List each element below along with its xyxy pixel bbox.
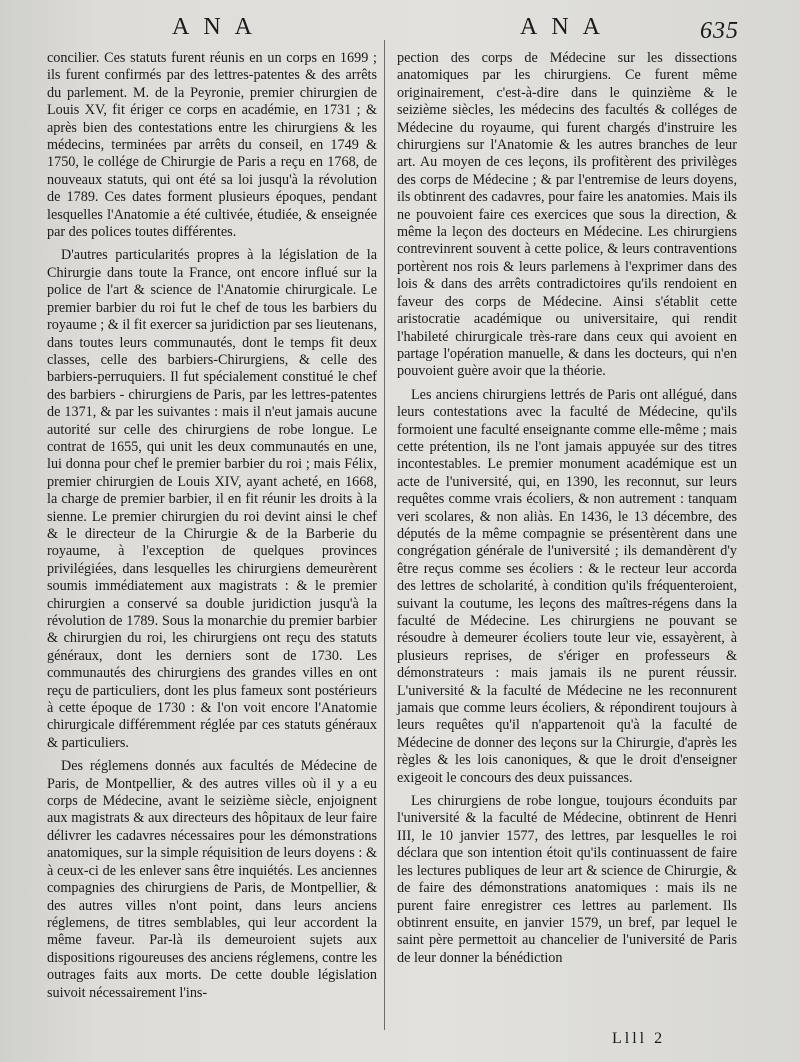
- signature-mark: Llll 2: [612, 1030, 666, 1047]
- right-column: [397, 50, 737, 973]
- column-divider: [384, 40, 385, 1030]
- right-running-head: ANA: [520, 14, 614, 40]
- right-paragraph-2: Les anciens chirurgiens lettrés de Paris ont allégué, dans leurs contestations avec la faculté de Médecine, qu'ils formoient une faculté enseignante comme elle-même ; mais cette prétention, ils ne l'ont jamais appuyée sur des titres incontestables. Le premier monument académique est un acte de l'université, qui, en 1390, les reconnut, sur leurs requêtes comme vrais écoliers, & non autrement : tanquam veri scolares, & non aliàs. En 1436, le 13 décembre, des députés de la même compagnie se présentèrent dans une congrégation générale de l'université ; ils demandèrent d'y être reçus comme ses écoliers : & le recteur leur accorda des lettres de scholarité, à condition qu'ils fréquenteroient, suivant la coutume, les leçons des maîtres-régens dans la faculté de Médecine. Les chirurgiens ne pouvant se résoudre à demeurer écoliers toute leur vie, essayèrent, à plusieurs reprises, de s'ériger en professeurs & démonstrateurs : mais jamais ils ne purent réussir. L'université & la faculté de Médecine ne les reconnurent jamais que comme leurs écoliers, & répondirent toujours à leurs requêtes qu'il n'appartenoit qu'à la faculté de Médecine de donner des leçons sur la Chirurgie, d'après les règles & les lois canoniques, & que le droit d'enseigner exigeoit le concours des deux puissances.: [397, 386, 737, 786]
- left-paragraph-2: D'autres particularités propres à la législation de la Chirurgie dans toute la France, ont encore influé sur la police de l'art & science de l'Anatomie chirurgicale. Le premier barbier du roi fut le chef de tous les barbiers du royaume ; & il fit exercer sa juridiction par ses lieutenans, dans toutes leurs communautés, dont le temps fit deux classes, celle des barbiers-Chirurgiens, & celle des barbiers-perruquiers. Il fut spécialement constitué le chef des barbiers - chirurgiens de Paris, par les lettres-patentes de 1371, & par les suivantes : mais il n'eut jamais aucune autorité sur celle des chirurgiens de robe longue. Le contrat de 1655, qui unit les deux communautés en une, lui donna pour chef le premier barbier du roi ; mais Félix, premier chirurgien de Louis XIV, ayant acheté, en 1668, la charge de premier barbier, il en fit réunir les droits à la sienne. Le premier chirurgien du roi devint ainsi le chef & le directeur de la Chirurgie & de la Barberie du royaume, à l'exception de quelques provinces privilégiées, dans lesquelles les chirurgiens demeurèrent soumis immédiatement aux magistrats : & le premier chirurgien a conservé sa double juridiction jusqu'à la révolution de 1789. Sous la monarchie du premier barbier & chirurgien du roi, les chirurgiens ont reçu des statuts généraux, dont les derniers sont de 1730. Les communautés des chirurgiens des grandes villes en ont reçu de particuliers, dont les plus fameux sont postérieurs à cette époque de 1730 : & l'on voit encore l'Anatomie chirurgicale différemment réglée par ces statuts généraux & particuliers.: [47, 247, 377, 751]
- page-header: [0, 14, 800, 48]
- right-paragraph-1: pection des corps de Médecine sur les dissections anatomiques par les chirurgiens. Ce furent même originairement, c'est-à-dire dans le quinzième & le seizième siècles, les médecins des facultés & colléges de Médecine du royaume, qui furent chargés d'instruire les chirurgiens sur l'Anatomie & les autres branches de leur art. Au moyen de ces leçons, ils profitèrent des privilèges des corps de Médecine ; & par l'entremise de leurs doyens, ils obtinrent des cadavres, pour faire les anatomies. Mais ils ne pouvoient faire ces exercices que sous la direction, & même la leçon des docteurs en Médecine. Les chirurgiens contrevinrent souvent à cette police, & leurs contraventions portèrent nos rois & leurs parlemens à l'exprimer dans des lois & dans des arrêts contradictoires qu'ils rendoient en faveur des corps de Médecine. Ainsi s'établit cette aristocratie académique ou universitaire, qui rendit l'habileté chirurgicale très-rare dans ceux qui avoient en partage l'opération manuelle, & dans les docteurs, qui n'en pouvoient guère avoir que la théorie.: [397, 50, 737, 380]
- left-paragraph-1: concilier. Ces statuts furent réunis en un corps en 1699 ; ils furent confirmés par des lettres-patentes & des arrêts du parlement. M. de la Peyronie, premier chirurgien de Louis XV, fit ériger ce corps en académie, en 1731 ; & après bien des contestations entre les chirurgiens & les médecins, terminées par arrêts du conseil, en 1749 & 1750, le collége de Chirurgie de Paris a reçu en 1768, de nouveaux statuts, qui ont été sa loi jusqu'à la révolution de 1789. Ces dates forment plusieurs époques, pendant lesquelles l'Anatomie a été cultivée, étudiée, & enseignée par des polices toutes différentes.: [47, 50, 377, 241]
- left-running-head: ANA: [172, 14, 266, 40]
- right-paragraph-3: Les chirurgiens de robe longue, toujours éconduits par l'université & la faculté de Médecine, obtinrent de Henri III, le 10 janvier 1577, des lettres, par lesquelles le roi déclara que son intention étoit qu'ils continuassent de faire les lectures publiques de leur art & science de Chirurgie, & de faire des démonstrations anatomiques : mais ils ne purent faire enregistrer ces lettres au parlement. Ils obtinrent ensuite, en janvier 1579, un bref, par lequel le saint père permettoit au chancelier de l'université de Paris de leur donner la bénédiction: [397, 793, 737, 966]
- left-column: [47, 50, 377, 1008]
- left-paragraph-3: Des réglemens donnés aux facultés de Médecine de Paris, de Montpellier, & des autres villes où il y a eu corps de Médecine, avant le seizième siècle, enjoignent aux magistrats & aux directeurs des hôpitaux de leur faire délivrer les cadavres nécessaires pour les démonstrations anatomiques, sur la simple réquisition de leurs doyens : & à ceux-ci de les enlever sans être inquiétés. Les anciennes compagnies des chirurgiens de Paris, de Montpellier, & des autres villes n'ont point, dans leurs anciens réglemens, de titres semblables, qui leur accordent la même faveur. Par-là ils demeuroient sujets aux dispositions rigoureuses des anciens réglemens, contre les outrages faits aux morts. De cette double législation suivoit nécessairement l'ins-: [47, 758, 377, 1001]
- page-number: 635: [700, 18, 739, 44]
